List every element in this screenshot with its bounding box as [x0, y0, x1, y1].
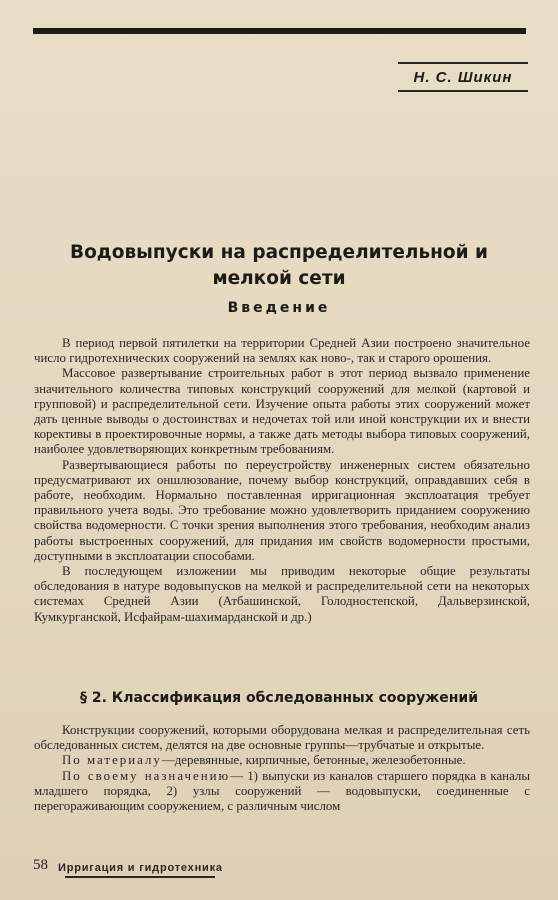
article-title [40, 240, 518, 292]
material-lead: По материалу [62, 753, 162, 768]
intro-paragraph-1: В период первой пятилетки на территории Средней Азии построено значительное число гидротехнических сооружений на землях как ново-, так и старого орошения. [34, 336, 530, 366]
section-2-paragraph-3 [34, 769, 530, 815]
purpose-lead: По своему назначению [62, 768, 231, 783]
page-number: 58 [33, 857, 48, 873]
journal-name: Ирригация и гидротехника [58, 862, 223, 874]
section-2-heading: § 2. Классификация обследованных сооружений [79, 690, 479, 706]
section-2-text [34, 723, 530, 814]
section-2-paragraph-2 [34, 753, 530, 768]
author-box [398, 62, 528, 92]
page-footer [33, 856, 223, 874]
title-line-1: Водовыпуски на распределительной и [69, 242, 488, 263]
introduction-text [34, 336, 530, 625]
intro-paragraph-3: Развертывающиеся работы по переустройству инженерных систем обязательно предусматривают их оншлюзование, почему выбор конструкций, оправдавших себя в работе, необходим. Нормально поставленная ирригационная эксплоатация требует правильного учета воды. Это требование можно удовлетворить приданием сооружению свойства водомерности. С точки зрения выполнения этого требования, необходим анализ работы выстроенных сооружений, для придания им свойств водомерности простыми, доступными в эксплоатации способами. [34, 457, 530, 563]
purpose-rest: — 1) выпуски из каналов старшего порядка в каналы младшего порядка, 2) узлы сооружений — водовыпуски, соединенные с перегораживающим сооружением, с различным числом [34, 768, 531, 814]
footer-rule [65, 876, 215, 878]
section-2-paragraph-1: Конструкции сооружений, которыми оборудована мелкая и распределительная сеть обследованных систем, делятся на две основные группы—трубчатые и открытые. [34, 723, 530, 753]
introduction-heading: Введение [227, 300, 331, 316]
author-name: Н. С. Шикин [413, 68, 513, 86]
material-rest: —деревянные, кирпичные, бетонные, железобетонные. [161, 753, 466, 768]
title-line-2: мелкой сети [212, 268, 346, 289]
intro-paragraph-4: В последующем изложении мы приводим некоторые общие результаты обследования в натуре водовыпусков на мелкой и распределительной сети на некоторых системах Средней Азии (Атбашинской, Голодностепской, Дальверзинской, Кумкурганской, Исфайрам-шахимарданской и др.) [34, 564, 530, 624]
top-rule [33, 28, 526, 34]
intro-paragraph-2: Массовое развертывание строительных работ в этот период вызвало применение значительного количества типовых конструкций сооружений для мелкой (картовой и групповой) и распределительной сети. Изучение опыта работы этих сооружений может дать ценные выводы о достоинствах и недочетах той или иной конструкции их и внести корективы в проектировочные нормы, а также дать методы выбора типовых сооружений, наиболее удовлетворяющих конкретным требованиям. [34, 366, 530, 457]
